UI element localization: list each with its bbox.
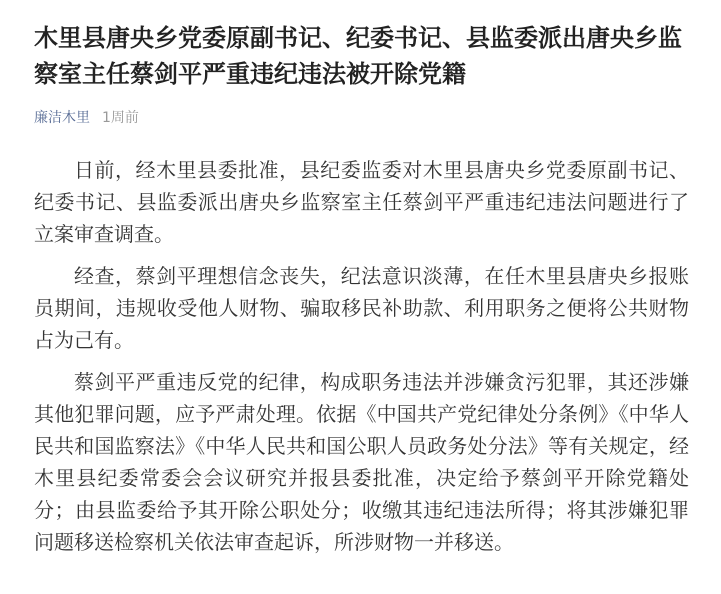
- paragraph-1: 日前，经木里县委批准，县纪委监委对木里县唐央乡党委原副书记、纪委书记、县监委派出唐央乡监察室主任蔡剑平严重违纪违法问题进行了立案审查调查。: [34, 158, 689, 246]
- publish-time: 1周前: [102, 110, 139, 126]
- article-body: [34, 154, 689, 558]
- paragraph-3: 蔡剑平严重违反党的纪律，构成职务违法并涉嫌贪污犯罪，其还涉嫌其他犯罪问题，应予严肃处理。依据《中国共产党纪律处分条例》《中华人民共和国监察法》《中华人民共和国公职人员政务处分法》等有关规定，经木里县纪委常委会会议研究并报县委批准，决定给予蔡剑平开除党籍处分；由县监委给予其开除公职处分；收缴其违纪违法所得；将其涉嫌犯罪问题移送检察机关依法审查起诉，所涉财物一并移送。: [34, 370, 689, 554]
- article-meta: [34, 108, 689, 128]
- source-account-link[interactable]: 廉洁木里: [34, 110, 90, 126]
- paragraph-2: 经查，蔡剑平理想信念丧失，纪法意识淡薄，在任木里县唐央乡报账员期间，违规收受他人财物、骗取移民补助款、利用职务之便将公共财物占为己有。: [34, 264, 689, 352]
- article-title: 木里县唐央乡党委原副书记、纪委书记、县监委派出唐央乡监察室主任蔡剑平严重违纪违法被开除党籍: [34, 24, 682, 88]
